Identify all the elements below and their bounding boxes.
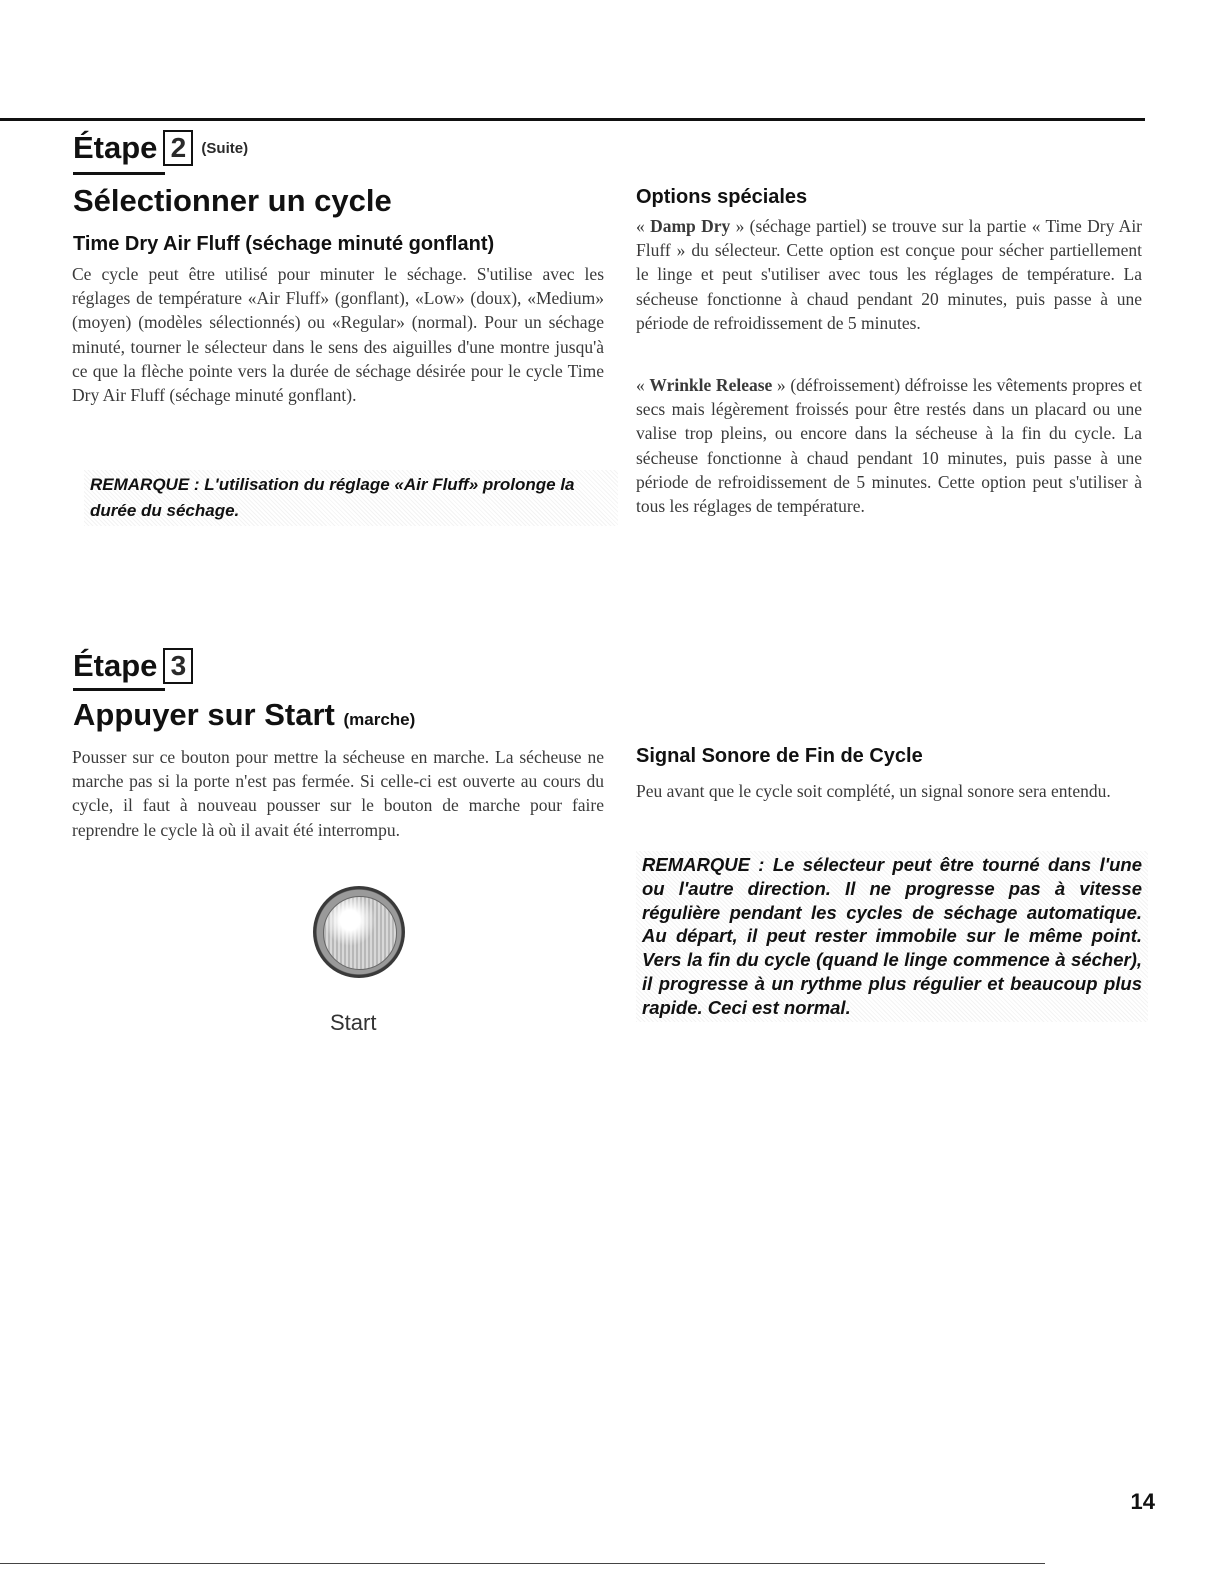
wrinkle-release-name: Wrinkle Release <box>649 375 773 395</box>
step-2-note <box>84 470 618 526</box>
signal-heading: Signal Sonore de Fin de Cycle <box>636 745 923 767</box>
step-3-title <box>73 697 415 733</box>
step-3-title-main: Appuyer sur Start <box>73 697 335 732</box>
step-3-note-label: REMARQUE : <box>642 854 765 875</box>
step-3-body: Pousser sur ce bouton pour mettre la sécheuse en marche. La sécheuse ne marche pas si la porte n'est pas fermée. Si celle-ci est ouverte au cours du cycle, il faut à nouveau pousser sur le bouton de marche pour faire reprendre le cycle là où il avait été interrompu. <box>72 747 604 840</box>
damp-dry-name: Damp Dry <box>650 216 731 236</box>
start-button-face <box>323 896 397 970</box>
step-3-header <box>73 648 193 684</box>
bottom-rule <box>0 1563 1045 1564</box>
page-number: 14 <box>1130 1489 1155 1514</box>
step-2-suite: (Suite) <box>201 139 249 157</box>
start-button-illustration <box>313 886 405 978</box>
step-2-title: Sélectionner un cycle <box>73 183 392 218</box>
damp-dry-paragraph: « Damp Dry » (séchage partiel) se trouve sur la partie « Time Dry Air Fluff » du sélecteur. Cette option est conçue pour sécher partiellement le linge et peut s'utiliser avec tous les réglages de température. La sécheuse fonctionne à chaud pendant 20 minutes, puis passe à une période de refroidissement de 5 minutes. <box>636 216 1143 333</box>
damp-dry-text: (séchage partiel) se trouve sur la partie « Time Dry Air Fluff » du sélecteur. Cette option est conçue pour sécher partiellement le linge et peut s'utiliser avec tous les réglages de température. La sécheuse fonctionne à chaud pendant 20 minutes, puis passe à une période de refroidissement de 5 minutes. <box>636 216 1143 333</box>
step-3-number: 3 <box>163 648 193 684</box>
step-2-underline <box>73 172 165 175</box>
step-3-word: Étape <box>73 648 158 683</box>
options-heading: Options spéciales <box>636 186 808 208</box>
step-3-title-small: (marche) <box>343 710 416 729</box>
step-3-note <box>636 851 1148 1022</box>
step-3-underline <box>73 688 165 691</box>
step-2-note-text: L'utilisation du réglage «Air Fluff» prolonge la durée du séchage. <box>90 475 575 520</box>
step-2-header <box>73 130 248 166</box>
start-label: Start <box>330 1010 377 1035</box>
step-3-note-text: Le sélecteur peut être tourné dans l'une ou l'autre direction. Il ne progresse pas à vitesse régulière pendant les cycles de séchage automatique. Au départ, il peut rester immobile sur le même point. Vers la fin du cycle (quand le linge commence à sécher), il progresse à un rythme plus régulier et beaucoup plus rapide. Ceci est normal. <box>642 854 1142 1018</box>
top-rule <box>0 118 1145 121</box>
step-2-word: Étape <box>73 130 158 165</box>
time-dry-body: Ce cycle peut être utilisé pour minuter le séchage. S'utilise avec les réglages de température «Air Fluff» (gonflant), «Low» (doux), «Medium» (moyen) (modèles sélectionnés) ou «Regular» (normal). Pour un séchage minuté, tourner le sélecteur dans le sens des aiguilles d'une montre jusqu'à ce que la flèche pointe vers la durée de séchage désirée pour le cycle Time Dry Air Fluff (séchage minuté gonflant). <box>72 264 604 406</box>
wrinkle-release-paragraph: « Wrinkle Release » (défroissement) défroisse les vêtements propres et secs mais légèrement froissés pour être restés dans un placard ou une valise trop pleins, ou encore dans la sécheuse à la fin du cycle. La sécheuse fonctionne à chaud pendant 10 minutes, puis passe à une période de refroidissement de 5 minutes. Cette option peut s'utiliser à tous les réglages de température. <box>636 375 1142 517</box>
wrinkle-release-text: (défroissement) défroisse les vêtements propres et secs mais légèrement froissés pour être restés dans un placard ou une valise trop pleins, ou encore dans la sécheuse à la fin du cycle. La sécheuse fonctionne à chaud pendant 10 minutes, puis passe à une période de refroidissement de 5 minutes. Cette option peut s'utiliser à tous les réglages de température. <box>636 375 1142 517</box>
time-dry-heading: Time Dry Air Fluff (séchage minuté gonflant) <box>73 233 495 255</box>
step-2-number: 2 <box>163 130 193 166</box>
step-2-note-label: REMARQUE : <box>90 475 200 494</box>
signal-body: Peu avant que le cycle soit complété, un signal sonore sera entendu. <box>636 781 1111 801</box>
